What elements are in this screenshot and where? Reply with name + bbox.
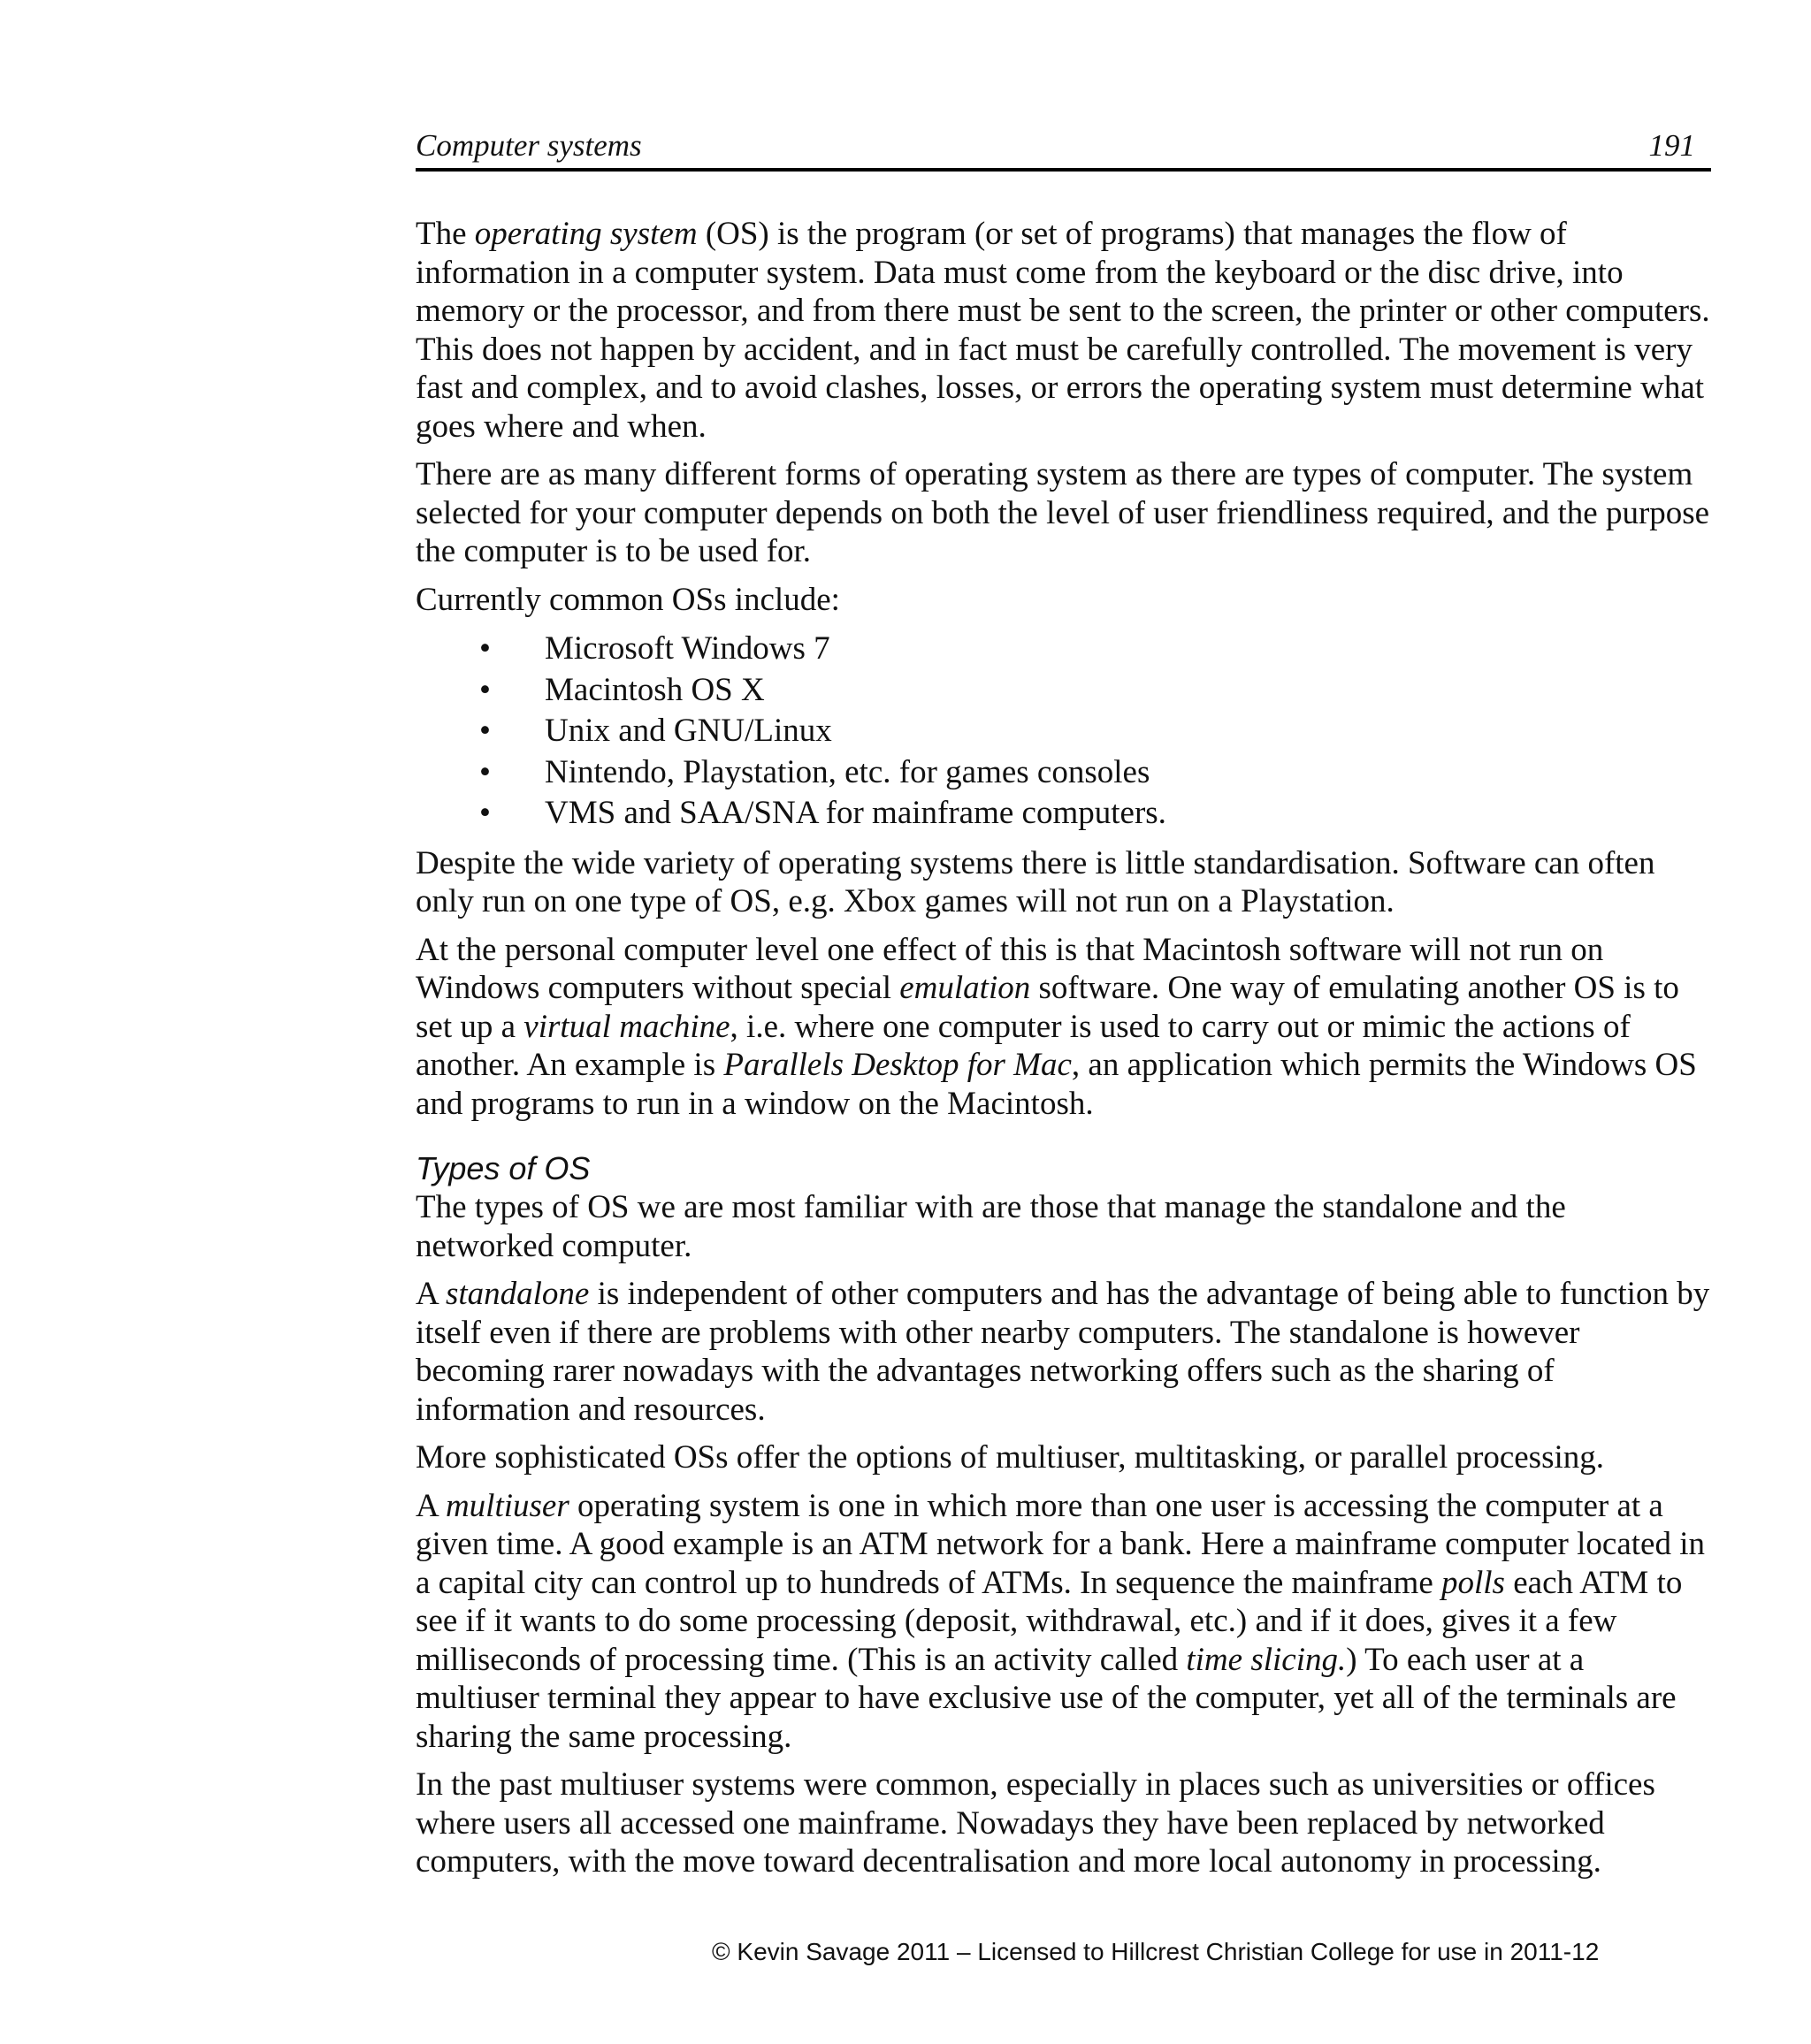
body-text — [416, 215, 1711, 1881]
running-header — [416, 124, 1711, 172]
emphasis-operating-system: operating system — [474, 216, 698, 252]
emphasis-standalone: standalone — [445, 1276, 590, 1312]
text-run: , an application which permits the Windows OS and programs to run in a window on the Macintosh. — [416, 1047, 1697, 1122]
paragraph-past-multiuser: In the past multiuser systems were common, especially in places such as universities or offices where users all accessed one mainframe. Nowadays they have been replaced by networked computers, with the move toward decentralisation and more local autonomy in processing. — [416, 1766, 1655, 1880]
list-item — [416, 629, 1711, 670]
list-item-text: VMS and SAA/SNA for mainframe computers. — [545, 795, 1166, 831]
copyright-footer: © Kevin Savage 2011 – Licensed to Hillcrest Christian College for use in 2011-12 — [712, 1938, 1600, 1965]
list-item-text: Microsoft Windows 7 — [545, 630, 830, 667]
text-run: A — [416, 1487, 446, 1524]
text-run: (OS) is the program (or set of programs) that manages the flow of information in a computer system. Data must come from the keyboard or the disc drive, into memory or the processor, and from there must be sent to the screen, the printer or other computers. This does not happen by accident, and in fact must be carefully controlled. The movement is very fast and complex, and to avoid clashes, losses, or errors the operating system must determine what goes where and when. — [416, 216, 1710, 445]
bullet-icon: • — [479, 795, 491, 831]
emphasis-time-slicing: time slicing. — [1186, 1641, 1347, 1678]
list-item — [416, 670, 1711, 712]
list-item — [416, 793, 1711, 835]
bullet-icon: • — [479, 753, 491, 790]
emphasis-parallels-desktop: Parallels Desktop for Mac — [723, 1047, 1072, 1083]
text-run: software. One way of emulating another OS is to set up a — [416, 970, 1679, 1045]
paragraph-sophisticated-oss: More sophisticated OSs offer the options of multiuser, multitasking, or parallel processing. — [416, 1439, 1604, 1476]
section-heading: Types of OS — [416, 1150, 591, 1186]
list-item-text: Nintendo, Playstation, etc. for games consoles — [545, 753, 1150, 790]
text-run: At the personal computer level one effect of this is that Macintosh software will not run on Windows computers without special — [416, 931, 1604, 1006]
text-run: each ATM to see if it wants to do some processing (deposit, withdrawal, etc.) and if it does, gives it a few milliseconds of processing time. (This is an activity called — [416, 1564, 1683, 1678]
text-run: operating system is one in which more than one user is accessing the computer at a given time. A good example is an ATM network for a bank. Here a mainframe computer located in a capital city can control up to hundreds of ATMs. In sequence the mainframe — [416, 1487, 1705, 1601]
page — [416, 124, 1711, 1891]
running-header-title: Computer systems — [416, 128, 642, 163]
paragraph-multiuser — [416, 1487, 1711, 1757]
text-run: A — [416, 1276, 446, 1312]
emphasis-virtual-machine: virtual machine — [523, 1008, 730, 1045]
paragraph-standalone — [416, 1275, 1711, 1429]
paragraph-standardisation: Despite the wide variety of operating systems there is little standardisation. Software can often only run on one type of OS, e.g. Xbox games will not run on a Playstation. — [416, 844, 1655, 919]
paragraph-os-forms: There are as many different forms of operating system as there are types of computer. The system selected for your computer depends on both the level of user friendliness required, and the purpose the computer is to be used for. — [416, 456, 1710, 569]
os-bullet-list — [416, 629, 1711, 835]
text-run: is independent of other computers and has the advantage of being able to function by itself even if there are problems with other nearby computers. The standalone is however becoming rarer nowadays with the advantages networking offers such as the sharing of information and resources. — [416, 1276, 1710, 1428]
page-number: 191 — [1648, 128, 1695, 163]
emphasis-multiuser: multiuser — [445, 1487, 569, 1524]
emphasis-polls: polls — [1441, 1564, 1505, 1601]
list-item-text: Unix and GNU/Linux — [545, 713, 832, 749]
paragraph-os-definition — [416, 215, 1711, 446]
paragraph-common-oss-intro: Currently common OSs include: — [416, 581, 840, 618]
bullet-icon: • — [479, 671, 491, 708]
list-item-text: Macintosh OS X — [545, 671, 765, 708]
paragraph-emulation — [416, 931, 1711, 1124]
emphasis-emulation: emulation — [899, 970, 1031, 1006]
paragraph-os-types: The types of OS we are most familiar with are those that manage the standalone and the networked computer. — [416, 1189, 1566, 1264]
text-run: , i.e. where one computer is used to carry out or mimic the actions of another. An example is — [416, 1008, 1631, 1083]
list-item — [416, 711, 1711, 752]
bullet-icon: • — [479, 713, 491, 749]
bullet-icon: • — [479, 630, 491, 667]
list-item — [416, 752, 1711, 794]
text-run: ) To each user at a multiuser terminal they appear to have exclusive use of the computer, yet all of the terminals are sharing the same processing. — [416, 1641, 1677, 1755]
text-run: The — [416, 216, 475, 252]
